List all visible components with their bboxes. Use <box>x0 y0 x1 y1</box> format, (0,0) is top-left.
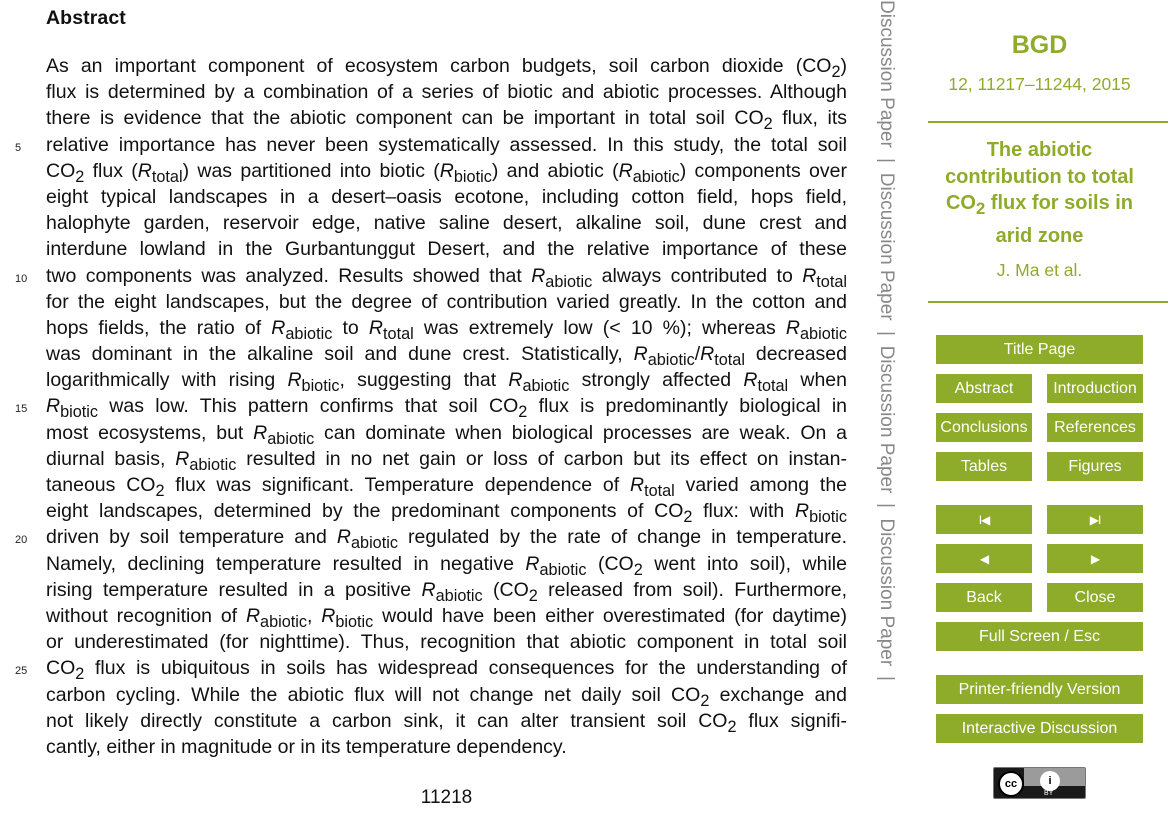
cc-icon: cc <box>998 771 1024 797</box>
text-line <box>15 655 847 684</box>
line-text: carbon cycling. While the abiotic flux will not change net daily soil $CO_2$ exchange and <box>46 683 847 710</box>
text-line <box>46 551 847 577</box>
text-line <box>15 524 847 553</box>
conclusions-button[interactable] <box>936 413 1032 442</box>
abstract-label: Abstract <box>954 379 1014 397</box>
text-line <box>46 53 847 79</box>
text-line <box>46 420 847 446</box>
line-text: relative importance has never been systematically assessed. In this study, the total soil <box>46 133 847 156</box>
close-button[interactable] <box>1047 583 1143 612</box>
line-text: for the eight landscapes, but the degree of contribution varied greatly. In the cotton and <box>46 290 847 313</box>
line-number: 15 <box>15 403 28 416</box>
text-line <box>46 367 847 396</box>
line-text: $R_{biotic}$ was low. This pattern confirms that soil $CO_2$ flux is predominantly biological in <box>46 395 848 422</box>
text-line <box>46 629 847 655</box>
text-line <box>15 263 847 291</box>
text-line <box>46 708 847 734</box>
interactive-discussion-label: Interactive Discussion <box>961 719 1118 737</box>
title-page-button[interactable] <box>936 335 1143 364</box>
text-line <box>46 184 847 210</box>
line-text: was dominant in the alkaline soil and dune crest. Statistically, $R_{abiotic}/R_{total}$ decreased <box>46 343 847 369</box>
line-text: $CO_2$ flux $(R_{total})$ was partitioned into biotic $(R_{biotic})$ and abiotic $(R_{abiotic})$ components over <box>46 159 847 186</box>
introduction-label: Introduction <box>1053 379 1137 397</box>
text-line <box>46 79 847 105</box>
text-line <box>46 236 847 262</box>
back-button[interactable] <box>936 583 1032 612</box>
text-line <box>46 446 847 472</box>
line-text: eight landscapes, determined by the predominant components of $CO_2$ flux: with $R_{biotic}$ <box>46 500 847 527</box>
discussion-paper-text: Discussion Paper <box>876 345 897 494</box>
line-text: there is evidence that the abiotic component can be important in total soil $CO_2$ flux, its <box>46 107 847 134</box>
abstract-button[interactable] <box>936 374 1032 403</box>
line-number: 25 <box>15 665 28 678</box>
line-text: most ecosystems, but $R_{abiotic}$ can dominate when biological processes are weak. On a <box>46 421 847 448</box>
text-line <box>46 158 847 184</box>
close-label: Close <box>1074 588 1116 606</box>
tables-button[interactable] <box>936 452 1032 481</box>
last-page-icon: ▶I <box>1089 512 1101 527</box>
divider <box>928 301 1168 303</box>
text-line <box>15 132 847 158</box>
discussion-paper-text: Discussion Paper <box>876 518 897 667</box>
interactive-discussion-button[interactable] <box>936 714 1143 743</box>
line-number: 20 <box>15 534 28 547</box>
line-text: eight typical landscapes in a desert–oasis ecotone, including cotton field, hops field, <box>46 185 847 208</box>
line-text: Namely, declining temperature resulted in negative $R_{abiotic}$ ($CO_2$ went into soil), while <box>46 552 847 579</box>
back-label: Back <box>966 588 1002 606</box>
conclusions-label: Conclusions <box>940 418 1028 436</box>
attribution-icon: i <box>1040 771 1060 791</box>
separator: | <box>876 330 897 336</box>
line-text: without recognition of $R_{abiotic}$, $R_{biotic}$ would have been either overestimated (for daytime) <box>46 604 847 631</box>
figures-button[interactable] <box>1047 452 1143 481</box>
text-line <box>46 734 847 760</box>
sidebar <box>898 0 1171 813</box>
title-page-label: Title Page <box>1003 340 1076 358</box>
line-text: two components was analyzed. Results showed that $R_{abiotic}$ always contributed to $R_{total}$ <box>46 264 847 291</box>
full-screen-button[interactable] <box>936 622 1143 651</box>
references-label: References <box>1054 418 1136 436</box>
line-text: not likely directly constitute a carbon sink, it can alter transient soil $CO_2$ flux signifi- <box>46 709 848 736</box>
references-button[interactable] <box>1047 413 1143 442</box>
next-page-button[interactable] <box>1047 544 1143 573</box>
discussion-paper-label <box>874 0 898 813</box>
tables-label: Tables <box>960 457 1008 475</box>
line-text: rising temperature resulted in a positive $R_{abiotic}$ ($CO_2$ released from soil). Furthermore, <box>46 578 847 605</box>
figures-label: Figures <box>1068 457 1122 475</box>
previous-icon: ◀ <box>979 551 989 566</box>
line-text: interdune lowland in the Gurbantunggut Desert, and the relative importance of these <box>46 238 847 261</box>
line-text: halophyte garden, reservoir edge, native saline desert, alkaline soil, dune crest and <box>46 212 847 235</box>
paper-title: The abiotic contribution to total $CO_2$ flux for soils in arid zone <box>945 139 1134 247</box>
authors: J. Ma et al. <box>996 260 1083 280</box>
line-text: $CO_2$ flux is ubiquitous in soils has widespread consequences for the understanding of <box>46 657 847 684</box>
line-text: driven by soil temperature and $R_{abiotic}$ regulated by the rate of change in temperature. <box>46 526 847 553</box>
text-line <box>46 682 847 708</box>
separator: | <box>876 676 897 682</box>
by-label: BY <box>1044 790 1054 797</box>
line-text: flux is determined by a combination of a series of biotic and abiotic processes. Although <box>46 81 847 104</box>
text-line <box>46 498 847 527</box>
text-line <box>46 577 847 603</box>
line-number: 10 <box>15 272 28 285</box>
citation: 12, 11217–11244, 2015 <box>948 74 1131 94</box>
line-text: hops fields, the ratio of $R_{abiotic}$ to $R_{total}$ was extremely low (< 10 %); whereas $R_{abiotic}$ <box>46 316 847 343</box>
printer-friendly-label: Printer-friendly Version <box>958 680 1121 698</box>
text-line <box>46 472 847 498</box>
line-number: 5 <box>15 141 22 154</box>
text-line <box>46 315 847 341</box>
first-page-button[interactable] <box>936 505 1032 534</box>
line-text: As an important component of ecosystem carbon budgets, soil carbon dioxide $(CO_2)$ <box>46 55 847 81</box>
discussion-paper-strip <box>874 0 898 813</box>
separator: | <box>876 503 897 509</box>
discussion-paper-text: Discussion Paper <box>876 0 897 148</box>
text-line <box>46 341 847 367</box>
text-line <box>46 210 847 236</box>
text-line <box>46 105 847 134</box>
printer-friendly-button[interactable] <box>936 675 1143 704</box>
text-line <box>46 289 847 315</box>
previous-page-button[interactable] <box>936 544 1032 573</box>
full-screen-label: Full Screen / Esc <box>979 627 1100 645</box>
line-text: cantly, either in magnitude or in its temperature dependency. <box>46 735 567 758</box>
separator: | <box>876 157 897 163</box>
abstract-body <box>15 53 848 760</box>
line-text: taneous $CO_2$ flux was significant. Temperature dependence of $R_{total}$ varied among the <box>46 474 848 500</box>
discussion-paper-text: Discussion Paper <box>876 172 897 321</box>
first-page-icon: I◀ <box>978 512 990 527</box>
text-line <box>15 393 848 422</box>
journal-title: BGD <box>1011 31 1068 59</box>
last-page-button[interactable] <box>1047 505 1143 534</box>
next-icon: ▶ <box>1090 551 1100 566</box>
page-number: 11218 <box>420 787 473 808</box>
text-line <box>46 603 847 629</box>
cc-by-license-badge[interactable] <box>993 767 1086 799</box>
line-text: diurnal basis, $R_{abiotic}$ resulted in no net gain or loss of carbon but its effect on instan- <box>46 447 847 474</box>
divider <box>928 121 1168 123</box>
line-text: or underestimated (for nighttime). Thus, recognition that abiotic component in total soil <box>46 631 847 654</box>
section-heading: Abstract <box>46 7 126 29</box>
line-text: logarithmically with rising $R_{biotic}$, suggesting that $R_{abiotic}$ strongly affected $R_{total}$ when <box>46 369 847 396</box>
introduction-button[interactable] <box>1047 374 1143 403</box>
